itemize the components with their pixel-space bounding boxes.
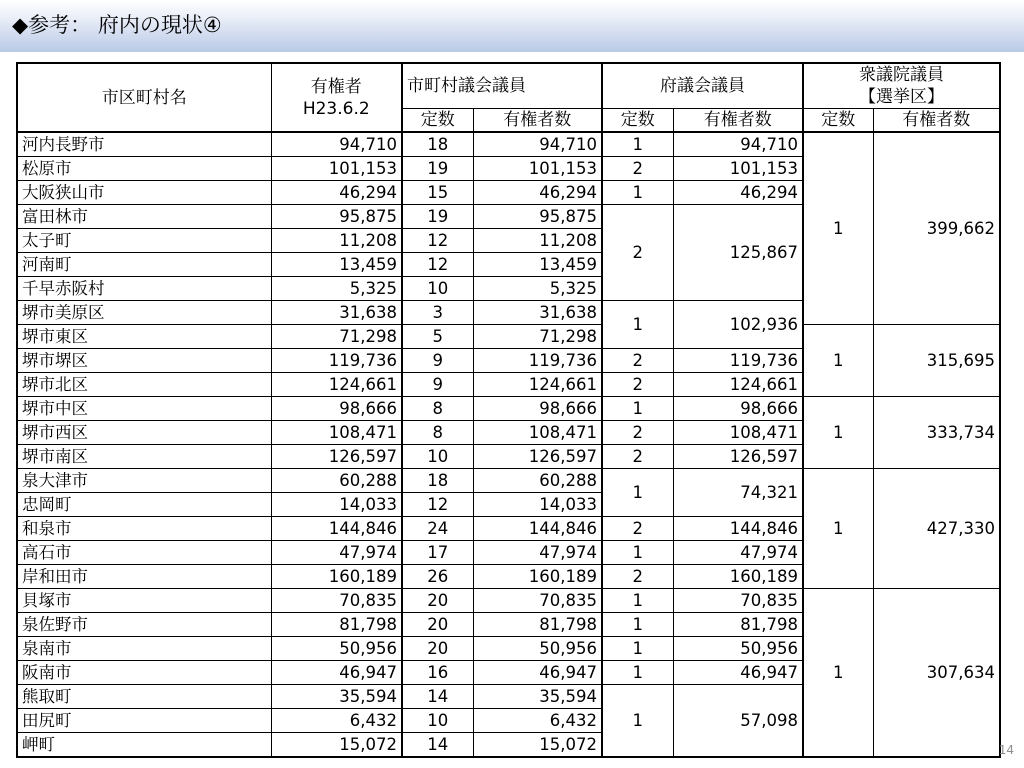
cell-mun-voters: 81,798 <box>473 613 602 637</box>
cell-mun-voters: 71,298 <box>473 325 602 349</box>
cell-pref-seats: 1 <box>602 661 673 685</box>
cell-mun-voters: 46,294 <box>473 181 602 205</box>
cell-name: 河内長野市 <box>17 132 271 157</box>
cell-pref-seats: 2 <box>602 565 673 589</box>
cell-name: 堺市堺区 <box>17 349 271 373</box>
table-row <box>17 132 1000 157</box>
cell-name: 泉佐野市 <box>17 613 271 637</box>
cell-voters: 94,710 <box>271 132 402 157</box>
cell-name: 堺市東区 <box>17 325 271 349</box>
page-title: ◆参考： 府内の現状④ <box>12 13 222 37</box>
cell-pref-seats: 1 <box>602 613 673 637</box>
cell-mun-voters: 124,661 <box>473 373 602 397</box>
cell-voters: 31,638 <box>271 301 402 325</box>
table-row <box>17 469 1000 493</box>
cell-pref-voters: 46,947 <box>673 661 803 685</box>
cell-mun-voters: 15,072 <box>473 733 602 758</box>
cell-pref-seats: 2 <box>602 349 673 373</box>
cell-mun-seats: 26 <box>402 565 473 589</box>
cell-voters: 5,325 <box>271 277 402 301</box>
cell-pref-voters: 94,710 <box>673 132 803 157</box>
cell-mun-seats: 14 <box>402 685 473 709</box>
cell-mun-seats: 24 <box>402 517 473 541</box>
cell-pref-seats: 1 <box>602 589 673 613</box>
cell-voters: 46,294 <box>271 181 402 205</box>
cell-mun-seats: 10 <box>402 445 473 469</box>
cell-mun-voters: 6,432 <box>473 709 602 733</box>
cell-voters: 144,846 <box>271 517 402 541</box>
cell-voters: 47,974 <box>271 541 402 565</box>
cell-mun-voters: 47,974 <box>473 541 602 565</box>
header-pref-voter-count: 有権者数 <box>673 109 803 133</box>
cell-name: 岸和田市 <box>17 565 271 589</box>
header-municipal: 市町村議会議員 <box>402 63 602 109</box>
title-bar <box>0 0 1024 52</box>
cell-pref-voters: 144,846 <box>673 517 803 541</box>
cell-name: 太子町 <box>17 229 271 253</box>
cell-name: 堺市西区 <box>17 421 271 445</box>
cell-name: 高石市 <box>17 541 271 565</box>
cell-name: 阪南市 <box>17 661 271 685</box>
cell-mun-voters: 60,288 <box>473 469 602 493</box>
cell-pref-voters: 101,153 <box>673 157 803 181</box>
cell-name: 大阪狭山市 <box>17 181 271 205</box>
cell-mun-seats: 16 <box>402 661 473 685</box>
cell-voters: 98,666 <box>271 397 402 421</box>
cell-mun-voters: 144,846 <box>473 517 602 541</box>
cell-pref-voters: 160,189 <box>673 565 803 589</box>
cell-pref-voters: 50,956 <box>673 637 803 661</box>
cell-pref-seats: 2 <box>602 157 673 181</box>
cell-voters: 108,471 <box>271 421 402 445</box>
cell-house-voters: 399,662 <box>873 132 1000 325</box>
cell-name: 岬町 <box>17 733 271 758</box>
cell-name: 堺市北区 <box>17 373 271 397</box>
header-mun-voter-count: 有権者数 <box>473 109 602 133</box>
cell-mun-seats: 17 <box>402 541 473 565</box>
cell-mun-seats: 9 <box>402 373 473 397</box>
header-voters-date: H23.6.2 <box>302 98 370 119</box>
cell-mun-voters: 94,710 <box>473 132 602 157</box>
cell-pref-seats: 1 <box>602 541 673 565</box>
cell-mun-seats: 15 <box>402 181 473 205</box>
cell-pref-voters: 126,597 <box>673 445 803 469</box>
cell-mun-seats: 10 <box>402 277 473 301</box>
cell-mun-seats: 12 <box>402 229 473 253</box>
header-name: 市区町村名 <box>17 63 271 132</box>
cell-mun-voters: 126,597 <box>473 445 602 469</box>
cell-pref-voters: 47,974 <box>673 541 803 565</box>
cell-pref-seats: 2 <box>602 517 673 541</box>
header-mun-seats: 定数 <box>402 109 473 133</box>
cell-pref-seats: 1 <box>602 301 673 349</box>
cell-mun-voters: 14,033 <box>473 493 602 517</box>
header-prefectural: 府議会議員 <box>602 63 803 109</box>
cell-house-seats: 1 <box>803 397 873 469</box>
cell-name: 忠岡町 <box>17 493 271 517</box>
cell-pref-voters: 108,471 <box>673 421 803 445</box>
cell-pref-voters: 70,835 <box>673 589 803 613</box>
cell-pref-seats: 2 <box>602 373 673 397</box>
cell-mun-seats: 20 <box>402 637 473 661</box>
cell-voters: 70,835 <box>271 589 402 613</box>
cell-mun-voters: 98,666 <box>473 397 602 421</box>
cell-house-voters: 307,634 <box>873 589 1000 758</box>
header-house-voter-count: 有権者数 <box>873 109 1000 133</box>
cell-mun-seats: 18 <box>402 469 473 493</box>
cell-name: 堺市南区 <box>17 445 271 469</box>
voters-table <box>16 62 1001 758</box>
cell-pref-voters: 74,321 <box>673 469 803 517</box>
header-pref-seats: 定数 <box>602 109 673 133</box>
cell-house-voters: 333,734 <box>873 397 1000 469</box>
cell-mun-seats: 19 <box>402 157 473 181</box>
cell-mun-seats: 20 <box>402 613 473 637</box>
cell-house-seats: 1 <box>803 325 873 397</box>
cell-name: 富田林市 <box>17 205 271 229</box>
cell-mun-seats: 10 <box>402 709 473 733</box>
cell-name: 堺市美原区 <box>17 301 271 325</box>
cell-voters: 15,072 <box>271 733 402 758</box>
cell-name: 田尻町 <box>17 709 271 733</box>
table-row <box>17 397 1000 421</box>
cell-voters: 60,288 <box>271 469 402 493</box>
cell-house-voters: 427,330 <box>873 469 1000 589</box>
cell-voters: 35,594 <box>271 685 402 709</box>
cell-pref-voters: 119,736 <box>673 349 803 373</box>
cell-pref-voters: 98,666 <box>673 397 803 421</box>
cell-voters: 11,208 <box>271 229 402 253</box>
cell-house-voters: 315,695 <box>873 325 1000 397</box>
cell-mun-seats: 3 <box>402 301 473 325</box>
cell-pref-seats: 1 <box>602 685 673 758</box>
cell-pref-voters: 81,798 <box>673 613 803 637</box>
cell-voters: 6,432 <box>271 709 402 733</box>
cell-voters: 95,875 <box>271 205 402 229</box>
cell-mun-voters: 119,736 <box>473 349 602 373</box>
cell-name: 松原市 <box>17 157 271 181</box>
cell-name: 貝塚市 <box>17 589 271 613</box>
cell-voters: 50,956 <box>271 637 402 661</box>
header-house-seats: 定数 <box>803 109 873 133</box>
cell-mun-seats: 12 <box>402 493 473 517</box>
cell-voters: 101,153 <box>271 157 402 181</box>
cell-mun-seats: 12 <box>402 253 473 277</box>
cell-mun-seats: 18 <box>402 132 473 157</box>
cell-name: 泉南市 <box>17 637 271 661</box>
header-voters <box>271 63 402 132</box>
cell-name: 泉大津市 <box>17 469 271 493</box>
cell-mun-seats: 14 <box>402 733 473 758</box>
cell-pref-voters: 57,098 <box>673 685 803 758</box>
cell-mun-voters: 160,189 <box>473 565 602 589</box>
cell-mun-seats: 20 <box>402 589 473 613</box>
cell-mun-seats: 8 <box>402 421 473 445</box>
cell-house-seats: 1 <box>803 132 873 325</box>
cell-name: 和泉市 <box>17 517 271 541</box>
cell-mun-seats: 5 <box>402 325 473 349</box>
cell-name: 熊取町 <box>17 685 271 709</box>
header-voters-label: 有権者 <box>310 76 362 97</box>
header-house-line2: 【選挙区】 <box>859 87 944 107</box>
cell-mun-voters: 95,875 <box>473 205 602 229</box>
cell-pref-seats: 1 <box>602 181 673 205</box>
header-house <box>803 63 1000 109</box>
cell-mun-voters: 11,208 <box>473 229 602 253</box>
table-row <box>17 325 1000 349</box>
cell-name: 河南町 <box>17 253 271 277</box>
cell-pref-seats: 1 <box>602 637 673 661</box>
cell-mun-seats: 19 <box>402 205 473 229</box>
cell-mun-voters: 13,459 <box>473 253 602 277</box>
cell-pref-seats: 1 <box>602 132 673 157</box>
cell-voters: 81,798 <box>271 613 402 637</box>
cell-mun-seats: 8 <box>402 397 473 421</box>
cell-mun-voters: 50,956 <box>473 637 602 661</box>
cell-voters: 14,033 <box>271 493 402 517</box>
cell-pref-seats: 1 <box>602 469 673 517</box>
cell-pref-voters: 124,661 <box>673 373 803 397</box>
page-number: 14 <box>998 743 1014 757</box>
cell-pref-voters: 102,936 <box>673 301 803 349</box>
cell-pref-voters: 46,294 <box>673 181 803 205</box>
cell-voters: 160,189 <box>271 565 402 589</box>
cell-voters: 126,597 <box>271 445 402 469</box>
cell-voters: 71,298 <box>271 325 402 349</box>
cell-mun-voters: 101,153 <box>473 157 602 181</box>
cell-pref-seats: 2 <box>602 445 673 469</box>
cell-pref-seats: 2 <box>602 421 673 445</box>
cell-mun-voters: 46,947 <box>473 661 602 685</box>
cell-mun-seats: 9 <box>402 349 473 373</box>
cell-mun-voters: 35,594 <box>473 685 602 709</box>
cell-voters: 119,736 <box>271 349 402 373</box>
cell-house-seats: 1 <box>803 469 873 589</box>
cell-pref-seats: 1 <box>602 397 673 421</box>
cell-pref-seats: 2 <box>602 205 673 301</box>
cell-voters: 46,947 <box>271 661 402 685</box>
cell-pref-voters: 125,867 <box>673 205 803 301</box>
cell-mun-voters: 31,638 <box>473 301 602 325</box>
cell-voters: 13,459 <box>271 253 402 277</box>
table-row <box>17 589 1000 613</box>
cell-name: 千早赤阪村 <box>17 277 271 301</box>
cell-house-seats: 1 <box>803 589 873 758</box>
header-house-line1: 衆議院議員 <box>859 65 944 85</box>
cell-mun-voters: 70,835 <box>473 589 602 613</box>
cell-voters: 124,661 <box>271 373 402 397</box>
cell-mun-voters: 108,471 <box>473 421 602 445</box>
cell-name: 堺市中区 <box>17 397 271 421</box>
cell-mun-voters: 5,325 <box>473 277 602 301</box>
